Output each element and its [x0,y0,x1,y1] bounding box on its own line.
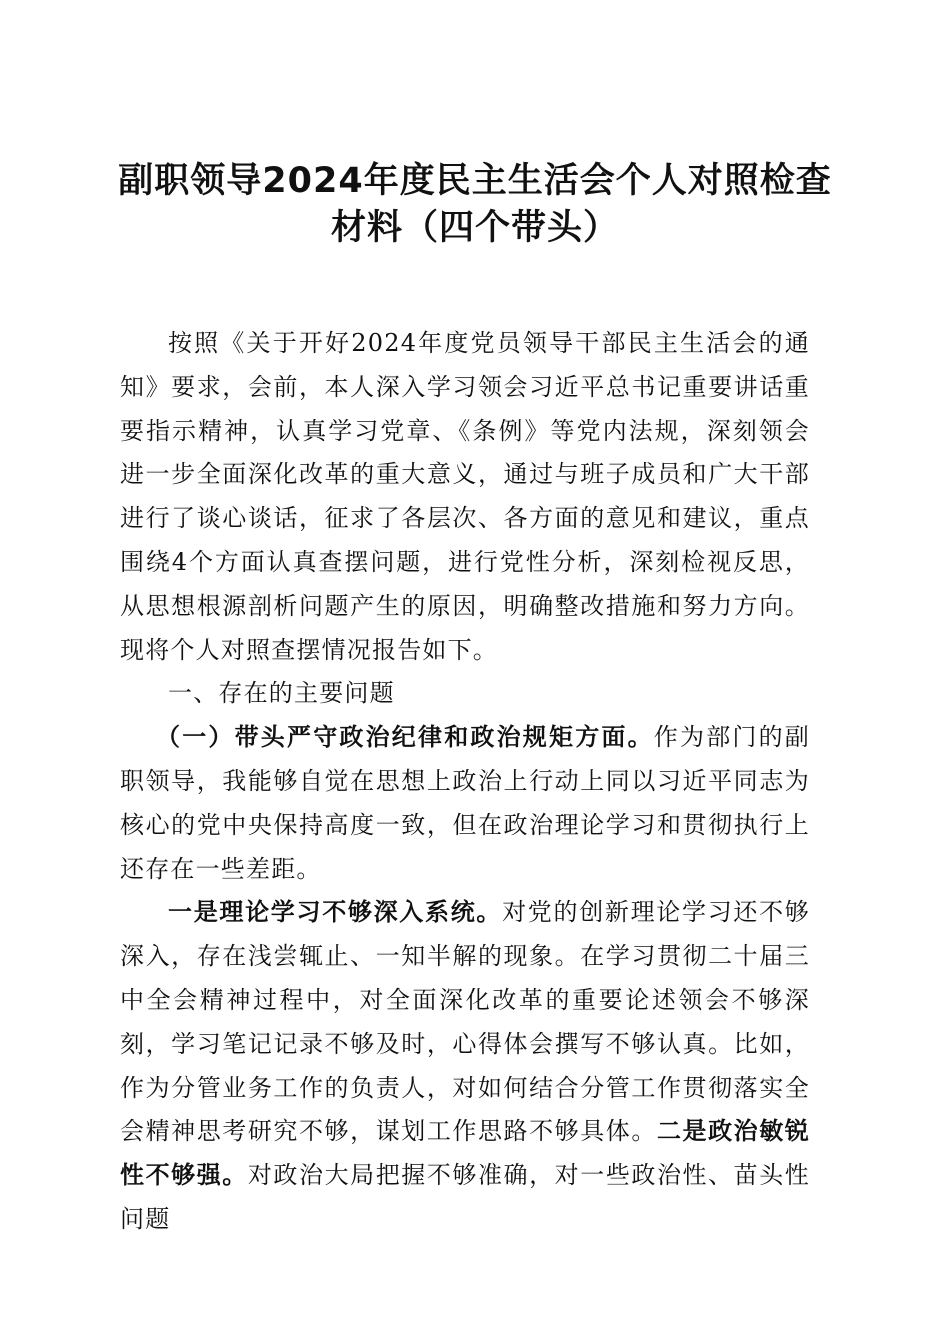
subsection-heading: （一）带头严守政治纪律和政治规矩方面。 [156,723,654,752]
subsection-paragraph [120,716,810,891]
section-heading: 一、存在的主要问题 [168,679,395,708]
point-2-text: 对政治大局把握不够准确，对一些政治性、苗头性问题 [120,1161,811,1233]
title-line-2: 材料（四个带头） [330,208,619,248]
point-paragraph [120,891,810,1241]
point-1-text: 对党的创新理论学习还不够深入，存在浅尝辄止、一知半解的现象。在学习贯彻二十届三中全会精神过程中，对全面深化改革的重要论述领会不够深刻，学习笔记记录不够及时，心得体会撰写不够认真。比如，作为分管业务工作的负责人，对如何结合分管工作贯彻落实全会精神思考研究不够，谋划工作思路不够具体。 [120,898,810,1146]
intro-paragraph: 按照《关于开好2024年度党员领导干部民主生活会的通知》要求，会前，本人深入学习领会习近平总书记重要讲话重要指示精神，认真学习党章、《条例》等党内法规，深刻领会进一步全面深化改革的重大意义，通过与班子成员和广大干部进行了谈心谈话，征求了各层次、各方面的意见和建议，重点围绕4个方面认真查摆问题，进行党性分析，深刻检视反思，从思想根源剖析问题产生的原因，明确整改措施和努力方向。现将个人对照查摆情况报告如下。 [120,329,810,664]
document-body [120,322,810,1242]
point-1-heading: 一是理论学习不够深入系统。 [168,898,503,927]
subsection-text: 作为部门的副职领导，我能够自觉在思想上政治上行动上同以习近平同志为核心的党中央保持高度一致，但在政治理论学习和贯彻执行上还存在一些差距。 [120,723,810,883]
point-2-heading: 二是政治敏锐性不够强。 [120,1117,810,1190]
title-line-1: 副职领导2024年度民主生活会个人对照检查 [118,161,832,201]
document-title [95,158,855,252]
